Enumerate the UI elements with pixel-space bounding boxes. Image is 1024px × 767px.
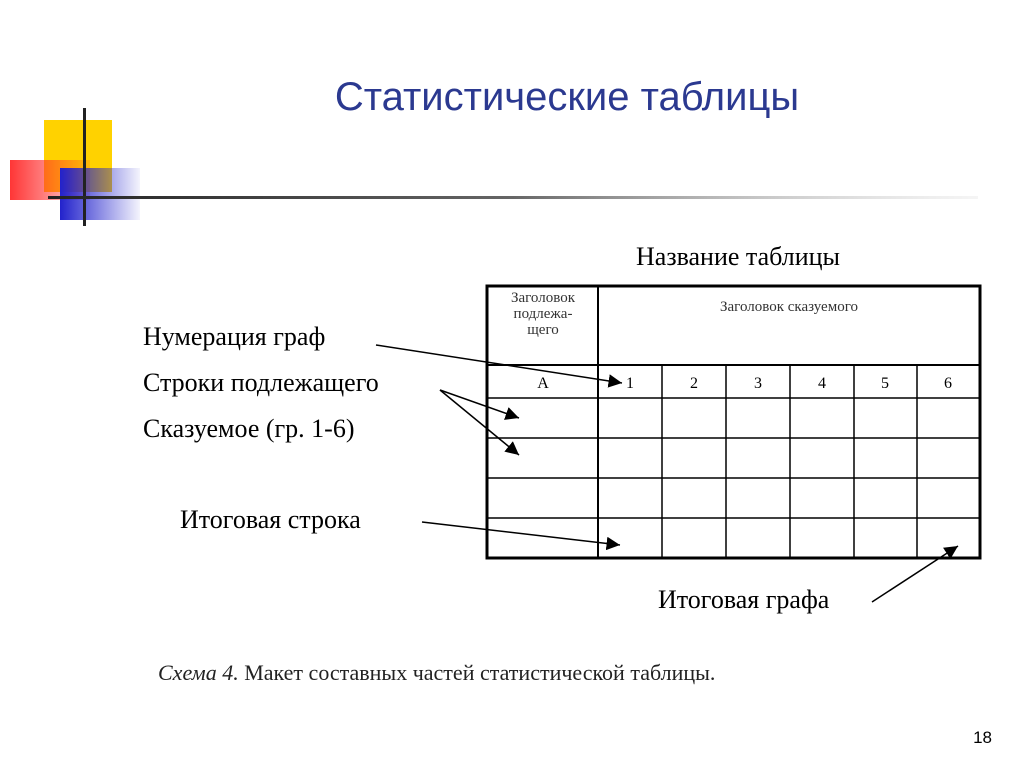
column-number: 1 <box>626 375 634 392</box>
figure-caption <box>158 660 715 686</box>
column-number: 6 <box>944 375 952 392</box>
total-row-label: Итоговая строка <box>180 505 361 534</box>
total-column-label: Итоговая графа <box>658 585 830 614</box>
subject-header-line: Заголовок <box>510 290 576 306</box>
caption-text: Макет составных частей статистической таблицы. <box>238 660 716 685</box>
column-number: 4 <box>818 375 826 392</box>
table-outer-border <box>487 286 980 558</box>
arrow-total-column <box>872 546 958 602</box>
column-numbering-label: Нумерация граф <box>143 322 326 351</box>
caption-prefix: Схема 4. <box>158 660 239 685</box>
slide-title: Статистические таблицы <box>334 75 800 119</box>
arrow-subject-row-1 <box>440 390 519 418</box>
subject-rows-label: Строки подлежащего <box>143 368 379 397</box>
column-number: 5 <box>881 375 889 392</box>
column-number: 2 <box>690 375 698 392</box>
predicate-label: Сказуемое (гр. 1-6) <box>143 414 355 443</box>
arrow-subject-row-2 <box>440 390 519 455</box>
table-name-label: Название таблицы <box>636 242 841 271</box>
subject-header-line: щего <box>527 322 559 338</box>
predicate-header: Заголовок сказуемого <box>720 299 858 315</box>
column-number: 3 <box>754 375 762 392</box>
page-number: 18 <box>973 728 992 747</box>
subject-header-line: подлежа- <box>513 306 573 322</box>
arrow-total-row <box>422 522 620 545</box>
column-number: А <box>537 375 549 392</box>
